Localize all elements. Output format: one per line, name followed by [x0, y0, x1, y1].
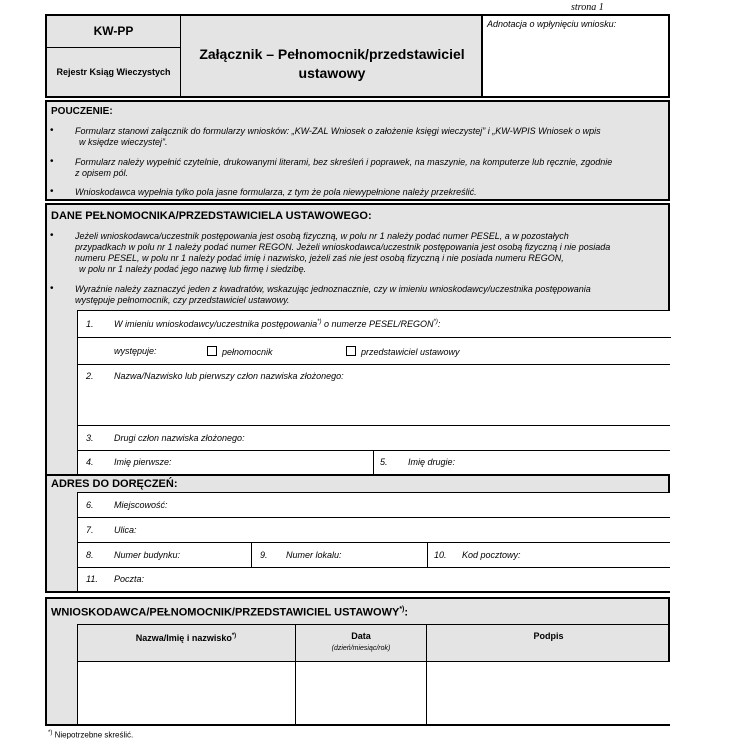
field-6[interactable] — [77, 492, 670, 517]
note-line: występuje pełnomocnik, czy przedstawiciel ustawowy. — [75, 295, 290, 305]
field-3-label: Drugi człon nazwiska złożonego: — [114, 433, 245, 443]
field-8-number: 8. — [86, 550, 94, 560]
field-6-number: 6. — [86, 500, 94, 510]
form-code: KW-PP — [93, 24, 134, 38]
header-box — [45, 14, 670, 98]
field-7-number: 7. — [86, 525, 94, 535]
field-1-label-2: o numerze PESEL/REGON — [323, 319, 434, 329]
representative-heading: DANE PEŁNOMOCNIKA/PRZEDSTAWICIELA USTAWOWEGO: — [51, 210, 372, 222]
representative-section — [45, 203, 670, 593]
option-attorney-checkbox[interactable] — [207, 346, 217, 356]
instruction-item: Formularz stanowi załącznik do formularzy wniosków: „KW-ZAL Wniosek o założenie księgi wieczystej” i „KW-WPIS Wniosek o wpis — [75, 126, 601, 136]
note-line: w polu nr 1 należy podać jego nazwę lub firmę i siedzibę. — [79, 264, 307, 274]
note-line: Jeżeli wnioskodawca/uczestnik postępowania jest osobą fizyczną, w polu nr 1 należy podać numer PESEL, a w pozostałych — [75, 231, 569, 241]
instructions-heading: POUCZENIE: — [51, 106, 113, 117]
footnote-mark: *) — [317, 319, 322, 325]
bullet-icon: • — [50, 186, 54, 197]
column-signature-header: Podpis — [533, 631, 564, 641]
field-5-label: Imię drugie: — [408, 457, 456, 467]
form-title: Załącznik – Pełnomocnik/przedstawiciel — [199, 46, 465, 62]
field-3[interactable] — [77, 425, 670, 450]
field-5-number: 5. — [380, 457, 388, 467]
registry-label: Rejestr Ksiąg Wieczystych — [56, 67, 171, 77]
page-number: strona 1 — [571, 2, 604, 13]
signature-heading: WNIOSKODAWCA/PEŁNOMOCNIK/PRZEDSTAWICIEL USTAWOWY — [51, 606, 400, 619]
field-11-label: Poczta: — [114, 574, 145, 584]
field-2-label: Nazwa/Nazwisko lub pierwszy człon nazwiska złożonego: — [114, 371, 344, 381]
option-legal-representative-label: przedstawiciel ustawowy — [361, 347, 460, 357]
field-5[interactable] — [373, 450, 670, 474]
acts-as-label: występuje: — [114, 346, 157, 356]
field-2[interactable] — [77, 364, 670, 425]
form-title-line2: ustawowy — [298, 65, 366, 81]
field-2-number: 2. — [86, 371, 94, 381]
note-line: Wyraźnie należy zaznaczyć jeden z kwadratów, wskazując jednoznacznie, czy w imieniu wnioskodawcy/uczestnika postępowania — [75, 284, 591, 294]
column-date-header: Data — [351, 631, 371, 641]
column-name-header: Nazwa/Imię i nazwisko — [135, 633, 232, 643]
note-line: przypadkach w polu nr 1 należy podać numer REGON. Jeżeli wnioskodawca/uczestnik postępowania jest osobą fizyczną i nie posiada — [75, 242, 611, 252]
field-7-label: Ulica: — [114, 525, 137, 535]
bullet-icon: • — [50, 230, 54, 241]
instruction-item: Formularz należy wypełnić czytelnie, drukowanymi literami, bez skreśleń i poprawek, na maszynie, na komputerze lub ręcznie, zgodnie — [75, 157, 613, 167]
footnote-mark: *) — [48, 730, 53, 736]
field-10[interactable] — [427, 542, 670, 567]
column-date-format: (dzień/miesiąc/rok) — [331, 645, 391, 652]
signature-input-cell[interactable] — [427, 662, 670, 724]
instruction-item: Wnioskodawca wypełnia tylko pola jasne formularza, z tym że pola niewypełnione należy przekreślić. — [75, 187, 477, 197]
note-line: numeru PESEL, w polu nr 1 należy podać imię i nazwisko, jeżeli zaś nie jest osobą fizyczną i nie posiada numeru REGON, — [75, 253, 564, 263]
footnote-mark: *) — [433, 319, 438, 325]
field-9-number: 9. — [260, 550, 268, 560]
footnote-mark: *) — [231, 633, 237, 639]
field-9[interactable] — [251, 542, 427, 567]
field-10-label: Kod pocztowy: — [462, 550, 521, 560]
option-attorney-label: pełnomocnik — [222, 347, 273, 357]
signature-section: WNIOSKODAWCA/PEŁNOMOCNIK/PRZEDSTAWICIEL USTAWOWY*): Nazwa/Imię i nazwisko*) Data (dzień/miesiąc/rok) Podpis — [45, 597, 670, 726]
field-8[interactable] — [77, 542, 251, 567]
address-heading: ADRES DO DORĘCZEŃ: — [51, 478, 178, 490]
field-4-label: Imię pierwsze: — [114, 457, 172, 467]
instruction-item-cont: w księdze wieczystej”. — [79, 137, 168, 147]
bullet-icon: • — [50, 283, 54, 294]
date-input-cell[interactable] — [296, 662, 426, 724]
field-3-number: 3. — [86, 433, 94, 443]
field-1-number: 1. — [86, 319, 94, 329]
field-4-number: 4. — [86, 457, 94, 467]
field-11[interactable] — [77, 567, 670, 591]
instructions-section — [45, 100, 670, 201]
field-4[interactable] — [77, 450, 373, 474]
field-6-label: Miejscowość: — [114, 500, 168, 510]
bullet-icon: • — [50, 125, 54, 136]
field-1[interactable]: 1. W imieniu wnioskodawcy/uczestnika postępowania*) o numerze PESEL/REGON*): występuje: pełnomocnik przedstawiciel ustawowy — [77, 310, 670, 364]
option-legal-representative-checkbox[interactable] — [346, 346, 356, 356]
footnote-text: Niepotrzebne skreślić. — [54, 730, 134, 740]
field-9-label: Numer lokalu: — [286, 550, 342, 560]
field-7[interactable] — [77, 517, 670, 542]
field-11-number: 11. — [86, 574, 98, 584]
field-10-number: 10. — [434, 550, 447, 560]
name-input-cell[interactable] — [78, 662, 295, 724]
footnote-mark: *) — [399, 606, 405, 613]
field-1-label: W imieniu wnioskodawcy/uczestnika postępowania — [114, 319, 318, 329]
annotation-label: Adnotacja o wpłynięciu wniosku: — [487, 19, 617, 29]
instruction-item-cont: z opisem pól. — [75, 168, 129, 178]
field-8-label: Numer budynku: — [114, 550, 181, 560]
bullet-icon: • — [50, 156, 54, 167]
